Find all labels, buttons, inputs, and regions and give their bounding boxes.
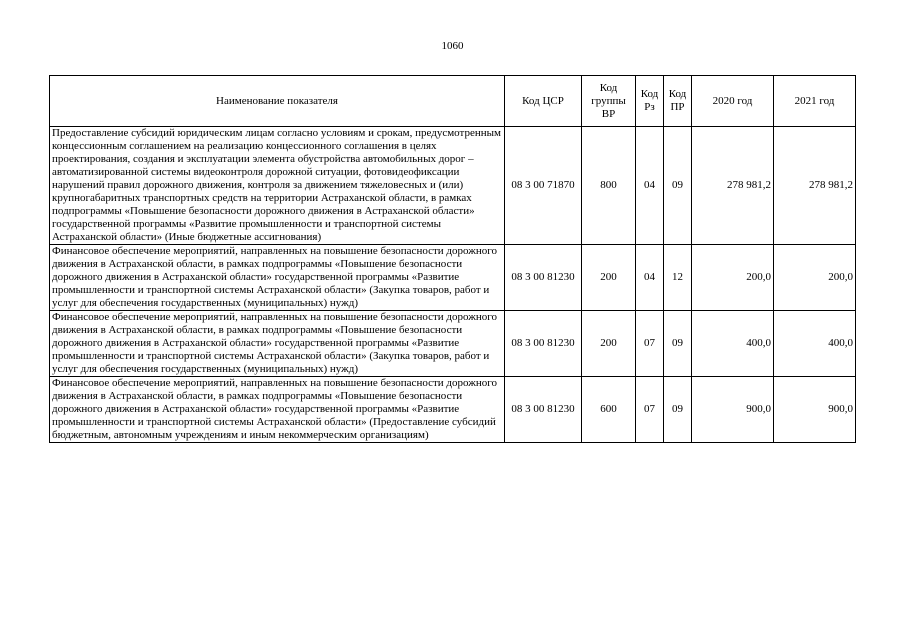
row-amount-2021: 400,0 <box>774 311 856 377</box>
row-vr-code: 200 <box>582 245 636 311</box>
row-amount-2020: 900,0 <box>692 377 774 443</box>
header-rz-code: Код Рз <box>636 76 664 127</box>
row-csr-code: 08 3 00 81230 <box>505 245 582 311</box>
row-rz-code: 04 <box>636 245 664 311</box>
header-pr-code: Код ПР <box>664 76 692 127</box>
row-amount-2020: 200,0 <box>692 245 774 311</box>
row-name: Предоставление субсидий юридическим лицам согласно условиям и срокам, предусмотренным концессионным соглашением на реализацию концессионного соглашения в целях проектирования, создания и эксплуатации элемента обустройства автомобильных дорог – автоматизированной системы видеоконтроля дорожной ситуации, фотовидеофиксации нарушений правил дорожного движения, контроля за движением тяжеловесных и (или) крупногабаритных транспортных средств на территории Астраханской области, в рамках подпрограммы «Повышение безопасности дорожного движения в Астраханской области» государственной программы «Развитие промышленности и транспортной системы Астраханской области» (Иные бюджетные ассигнования) <box>50 127 505 245</box>
row-rz-code: 07 <box>636 311 664 377</box>
header-2021: 2021 год <box>774 76 856 127</box>
page-number: 1060 <box>441 40 464 52</box>
row-amount-2021: 900,0 <box>774 377 856 443</box>
header-vr-code: Код группы ВР <box>582 76 636 127</box>
row-pr-code: 09 <box>664 127 692 245</box>
row-name: Финансовое обеспечение мероприятий, направленных на повышение безопасности дорожного движения в Астраханской области, в рамках подпрограммы «Повышение безопасности дорожного движения в Астраханской области» государственной программы «Развитие промышленности и транспортной системы Астраханской области» (Закупка товаров, работ и услуг для обеспечения государственных (муниципальных) нужд) <box>50 311 505 377</box>
header-2020: 2020 год <box>692 76 774 127</box>
row-csr-code: 08 3 00 81230 <box>505 311 582 377</box>
row-pr-code: 12 <box>664 245 692 311</box>
row-pr-code: 09 <box>664 311 692 377</box>
row-vr-code: 200 <box>582 311 636 377</box>
table-row <box>50 127 856 245</box>
row-csr-code: 08 3 00 81230 <box>505 377 582 443</box>
row-amount-2020: 278 981,2 <box>692 127 774 245</box>
table-row <box>50 311 856 377</box>
row-rz-code: 07 <box>636 377 664 443</box>
table-row <box>50 245 856 311</box>
row-amount-2020: 400,0 <box>692 311 774 377</box>
row-vr-code: 600 <box>582 377 636 443</box>
header-csr-code: Код ЦСР <box>505 76 582 127</box>
table-row <box>50 377 856 443</box>
row-amount-2021: 200,0 <box>774 245 856 311</box>
row-pr-code: 09 <box>664 377 692 443</box>
table-header-row <box>50 76 856 127</box>
budget-table <box>49 75 856 443</box>
row-rz-code: 04 <box>636 127 664 245</box>
header-name: Наименование показателя <box>50 76 505 127</box>
row-amount-2021: 278 981,2 <box>774 127 856 245</box>
row-vr-code: 800 <box>582 127 636 245</box>
row-name: Финансовое обеспечение мероприятий, направленных на повышение безопасности дорожного движения в Астраханской области, в рамках подпрограммы «Повышение безопасности дорожного движения в Астраханской области» государственной программы «Развитие промышленности и транспортной системы Астраханской области» (Предоставление субсидий бюджетным, автономным учреждениям и иным некоммерческим организациям) <box>50 377 505 443</box>
row-csr-code: 08 3 00 71870 <box>505 127 582 245</box>
row-name: Финансовое обеспечение мероприятий, направленных на повышение безопасности дорожного движения в Астраханской области, в рамках подпрограммы «Повышение безопасности дорожного движения в Астраханской области» государственной программы «Развитие промышленности и транспортной системы Астраханской области» (Закупка товаров, работ и услуг для обеспечения государственных (муниципальных) нужд) <box>50 245 505 311</box>
